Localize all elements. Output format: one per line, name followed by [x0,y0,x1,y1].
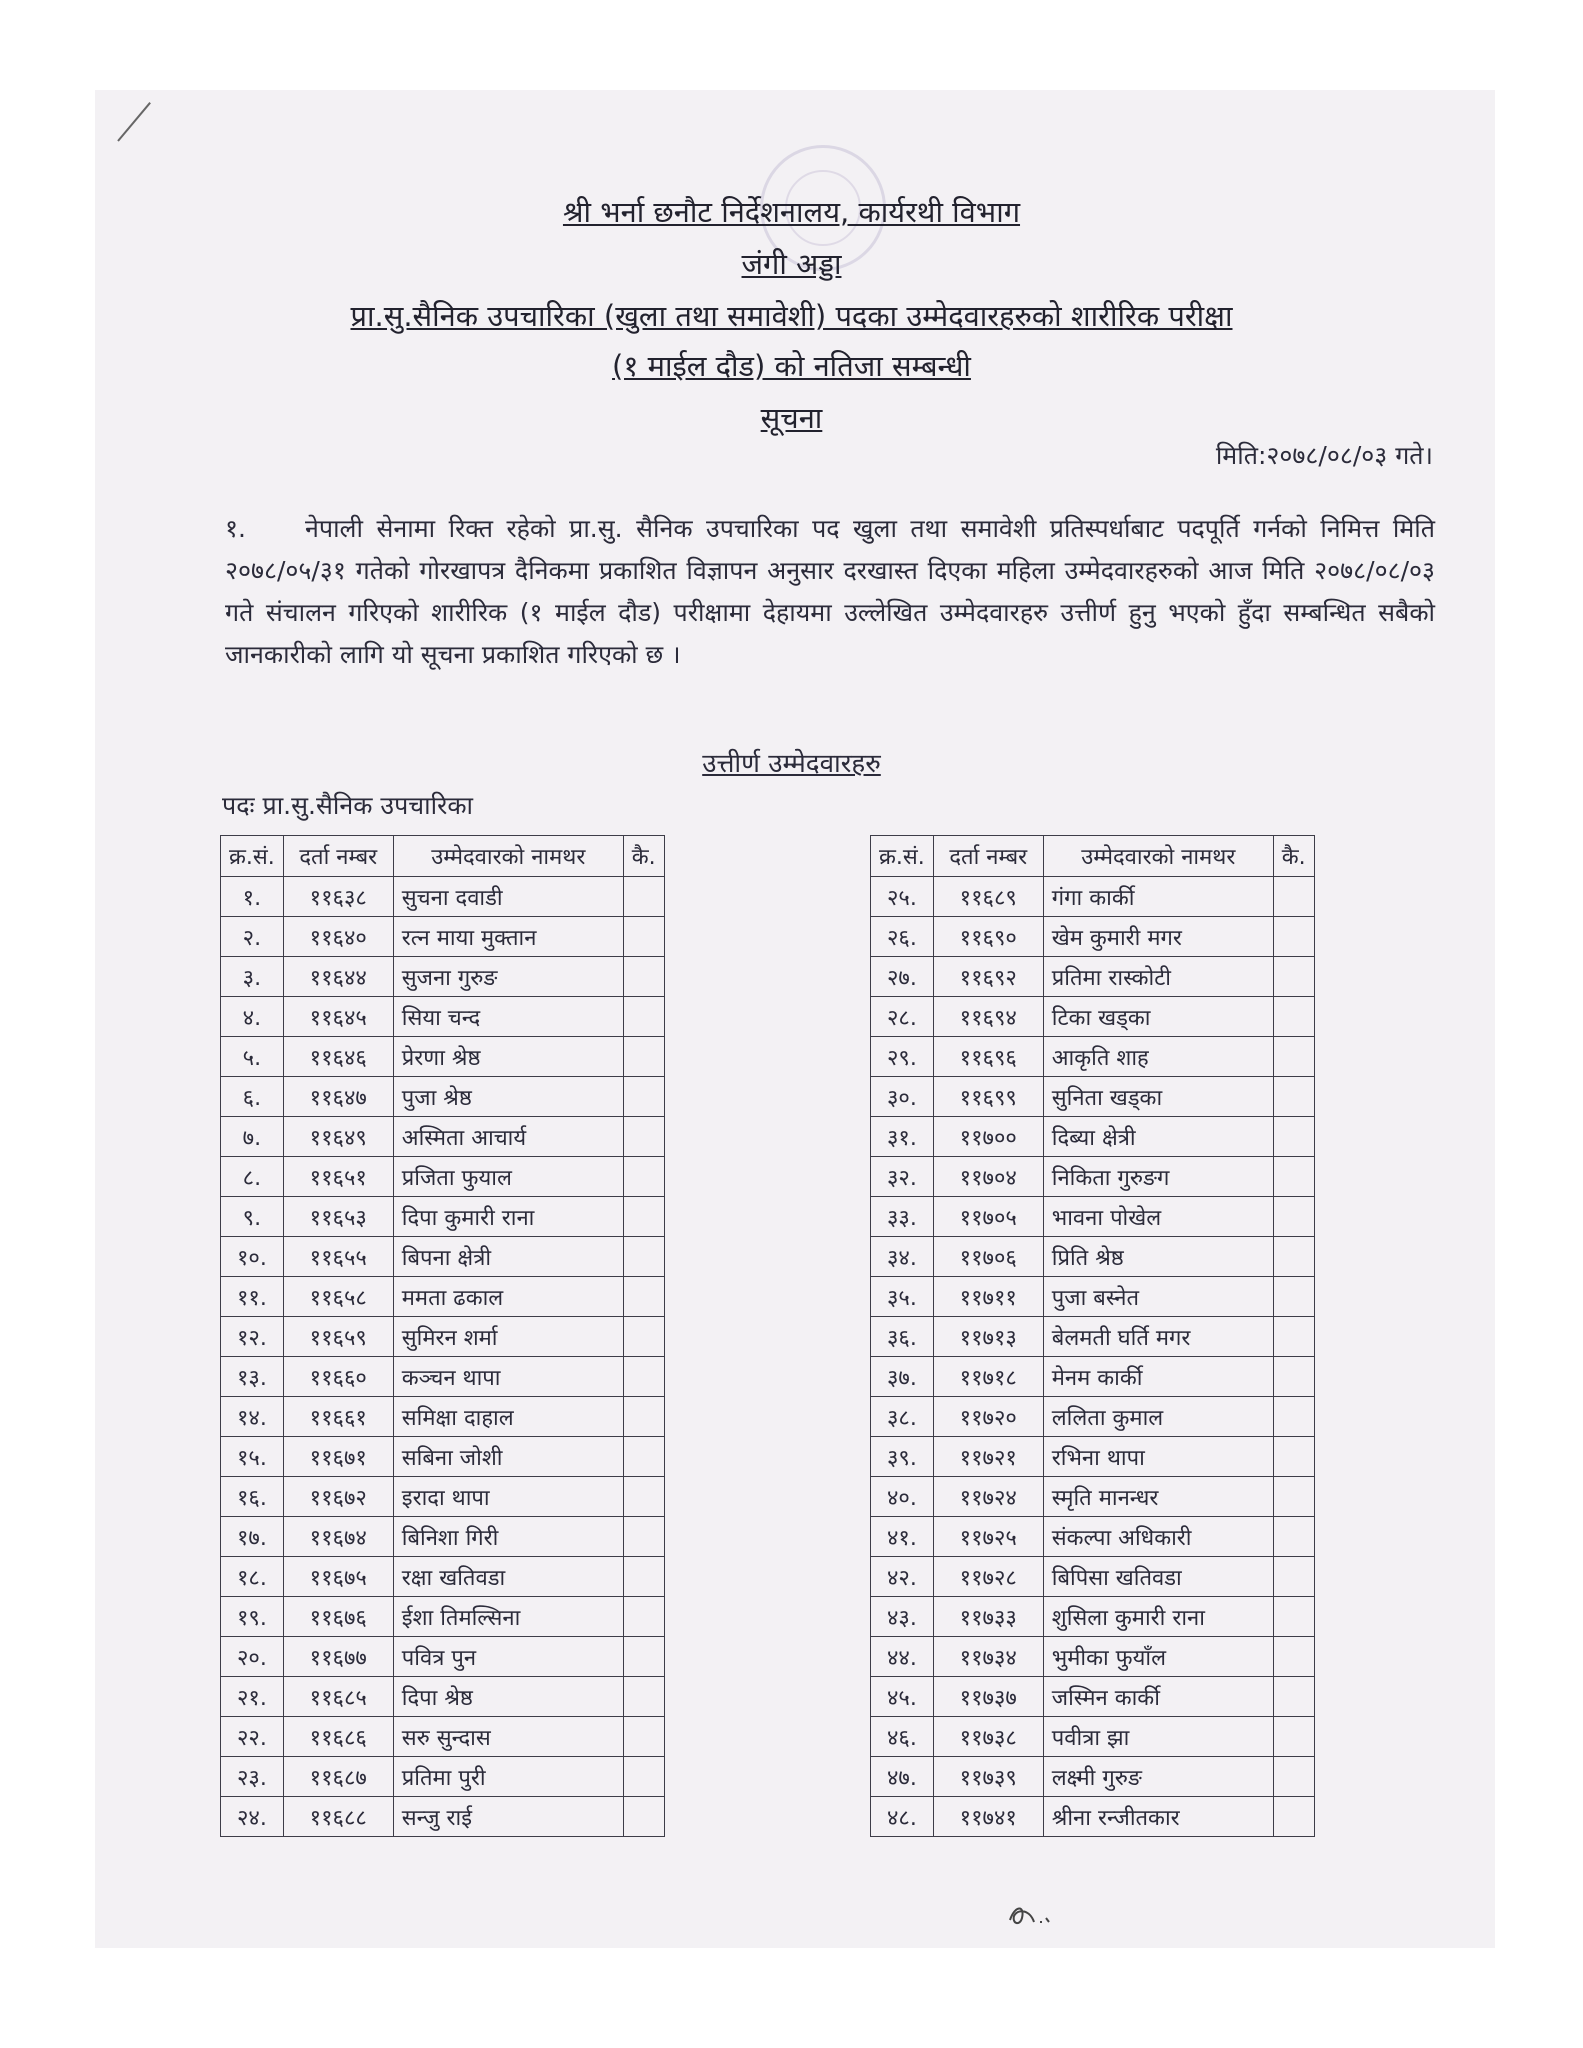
serial-cell: ४४. [871,1637,934,1677]
table-row [871,1117,1315,1157]
remarks-cell [623,1477,664,1517]
remarks-cell [1273,1517,1314,1557]
remarks-cell [1273,997,1314,1037]
table-row [871,1717,1315,1757]
registration-cell: ११७३३ [933,1597,1043,1637]
serial-cell: ३२. [871,1157,934,1197]
remarks-cell [1273,1077,1314,1117]
serial-cell: २. [221,917,284,957]
table-row [221,1277,665,1317]
candidate-name-cell: प्रतिमा पुरी [393,1757,623,1797]
table-row [221,1237,665,1277]
remarks-cell [623,1317,664,1357]
serial-cell: ३०. [871,1077,934,1117]
table-row [871,1277,1315,1317]
remarks-cell [623,1677,664,1717]
serial-cell: ३१. [871,1117,934,1157]
header-candidate-name: उम्मेदवारको नामथर [393,836,623,877]
table-row [871,1637,1315,1677]
serial-cell: १२. [221,1317,284,1357]
serial-cell: २७. [871,957,934,997]
candidate-name-cell: ललिता कुमाल [1043,1397,1273,1437]
registration-cell: ११६४७ [283,1077,393,1117]
registration-cell: ११६९६ [933,1037,1043,1077]
table-header-row [221,836,665,877]
table-row [221,1117,665,1157]
remarks-cell [1273,1637,1314,1677]
serial-cell: २९. [871,1037,934,1077]
serial-cell: १६. [221,1477,284,1517]
header-remarks: कै. [1273,836,1314,877]
candidate-name-cell: समिक्षा दाहाल [393,1397,623,1437]
registration-cell: ११७२१ [933,1437,1043,1477]
registration-cell: ११६८९ [933,877,1043,917]
remarks-cell [1273,1317,1314,1357]
serial-cell: ३. [221,957,284,997]
table-row [221,957,665,997]
registration-cell: ११६५३ [283,1197,393,1237]
registration-cell: ११६८६ [283,1717,393,1757]
serial-cell: १३. [221,1357,284,1397]
serial-cell: ३८. [871,1397,934,1437]
registration-cell: ११६९४ [933,997,1043,1037]
table-row [221,1037,665,1077]
header-title-cont: (१ माईल दौड) को नतिजा सम्बन्धी [612,349,971,383]
table-row [221,1317,665,1357]
candidate-name-cell: दिपा श्रेष्ठ [393,1677,623,1717]
table-row [871,1477,1315,1517]
registration-cell: ११७२५ [933,1517,1043,1557]
candidate-name-cell: सन्जु राई [393,1797,623,1837]
candidate-name-cell: पवित्र पुन [393,1637,623,1677]
table-row [871,1237,1315,1277]
candidate-name-cell: भुमीका फुयाँल [1043,1637,1273,1677]
registration-cell: ११७१८ [933,1357,1043,1397]
remarks-cell [623,1757,664,1797]
remarks-cell [1273,1597,1314,1637]
candidate-name-cell: बिपना क्षेत्री [393,1237,623,1277]
remarks-cell [623,1037,664,1077]
candidate-name-cell: आकृति शाह [1043,1037,1273,1077]
candidate-name-cell: सुनिता खड्का [1043,1077,1273,1117]
serial-cell: ४०. [871,1477,934,1517]
candidate-name-cell: बिनिशा गिरी [393,1517,623,1557]
table-row [871,1557,1315,1597]
candidate-name-cell: कञ्चन थापा [393,1357,623,1397]
registration-cell: ११७१३ [933,1317,1043,1357]
table-row [871,1357,1315,1397]
candidate-name-cell: निकिता गुरुङग [1043,1157,1273,1197]
results-table-right [870,835,1315,1837]
registration-cell: ११६९२ [933,957,1043,997]
serial-cell: १७. [221,1517,284,1557]
table-row [871,957,1315,997]
serial-cell: ३७. [871,1357,934,1397]
serial-cell: २३. [221,1757,284,1797]
serial-cell: ६. [221,1077,284,1117]
remarks-cell [623,957,664,997]
table-row [221,1077,665,1117]
candidate-name-cell: सुजना गुरुङ [393,957,623,997]
candidate-name-cell: संकल्पा अधिकारी [1043,1517,1273,1557]
serial-cell: ३९. [871,1437,934,1477]
header-remarks: कै. [623,836,664,877]
table-row [221,1477,665,1517]
notice-paragraph [225,508,1435,676]
candidate-name-cell: भावना पोखेल [1043,1197,1273,1237]
table-row [221,1557,665,1597]
serial-cell: २६. [871,917,934,957]
remarks-cell [1273,1037,1314,1077]
serial-cell: ४२. [871,1557,934,1597]
serial-cell: २४. [221,1797,284,1837]
candidate-name-cell: सुचना दवाडी [393,877,623,917]
serial-cell: २०. [221,1637,284,1677]
remarks-cell [1273,1677,1314,1717]
registration-cell: ११६७६ [283,1597,393,1637]
table-row [221,1437,665,1477]
serial-cell: २५. [871,877,934,917]
candidate-name-cell: इरादा थापा [393,1477,623,1517]
serial-cell: ४३. [871,1597,934,1637]
serial-cell: ३४. [871,1237,934,1277]
header-office: श्री भर्ना छनौट निर्देशनालय, कार्यरथी विभाग [562,195,1021,229]
serial-cell: १९. [221,1597,284,1637]
candidate-name-cell: पुजा श्रेष्ठ [393,1077,623,1117]
registration-cell: ११७३९ [933,1757,1043,1797]
table-row [221,1397,665,1437]
registration-cell: ११६४६ [283,1037,393,1077]
signature-mark [1000,1900,1080,1930]
serial-cell: ३३. [871,1197,934,1237]
candidate-name-cell: दिपा कुमारी राना [393,1197,623,1237]
serial-cell: २१. [221,1677,284,1717]
serial-cell: ३६. [871,1317,934,1357]
remarks-cell [623,1357,664,1397]
remarks-cell [1273,1157,1314,1197]
registration-cell: ११६४४ [283,957,393,997]
registration-cell: ११६४९ [283,1117,393,1157]
remarks-cell [1273,877,1314,917]
candidate-name-cell: मेनम कार्की [1043,1357,1273,1397]
table-row [221,1197,665,1237]
candidate-name-cell: अस्मिता आचार्य [393,1117,623,1157]
remarks-cell [1273,1717,1314,1757]
remarks-cell [623,1157,664,1197]
serial-cell: ४५. [871,1677,934,1717]
remarks-cell [1273,1757,1314,1797]
table-row [871,1157,1315,1197]
serial-cell: ४७. [871,1757,934,1797]
serial-cell: १०. [221,1237,284,1277]
table-row [871,877,1315,917]
serial-cell: ९. [221,1197,284,1237]
remarks-cell [1273,1437,1314,1477]
registration-cell: ११७२४ [933,1477,1043,1517]
registration-cell: ११६९९ [933,1077,1043,1117]
remarks-cell [1273,1397,1314,1437]
candidate-name-cell: श्रीना रन्जीतकार [1043,1797,1273,1837]
table-row [221,1517,665,1557]
remarks-cell [623,917,664,957]
remarks-cell [1273,1357,1314,1397]
remarks-cell [623,1557,664,1597]
remarks-cell [1273,917,1314,957]
remarks-cell [1273,1797,1314,1837]
registration-cell: ११७३८ [933,1717,1043,1757]
remarks-cell [623,1597,664,1637]
candidate-name-cell: प्रिति श्रेष्ठ [1043,1237,1273,1277]
post-label: पदः प्रा.सु.सैनिक उपचारिका [222,791,473,820]
remarks-cell [1273,1277,1314,1317]
registration-cell: ११६५५ [283,1237,393,1277]
candidate-name-cell: रभिना थापा [1043,1437,1273,1477]
registration-cell: ११६५९ [283,1317,393,1357]
registration-cell: ११६४५ [283,997,393,1037]
remarks-cell [623,1197,664,1237]
candidate-name-cell: स्मृति मानन्धर [1043,1477,1273,1517]
table-row [221,1357,665,1397]
table-row [221,1637,665,1677]
header-registration: दर्ता नम्बर [933,836,1043,877]
remarks-cell [623,877,664,917]
remarks-cell [623,1437,664,1477]
registration-cell: ११६८५ [283,1677,393,1717]
table-row [871,1677,1315,1717]
candidate-name-cell: सबिना जोशी [393,1437,623,1477]
registration-cell: ११६८८ [283,1797,393,1837]
serial-cell: ५. [221,1037,284,1077]
table-row [221,1797,665,1837]
table-row [871,1517,1315,1557]
candidate-name-cell: दिब्या क्षेत्री [1043,1117,1273,1157]
remarks-cell [623,1517,664,1557]
remarks-cell [623,1397,664,1437]
remarks-cell [1273,1117,1314,1157]
serial-cell: ४१. [871,1517,934,1557]
remarks-cell [623,1117,664,1157]
registration-cell: ११६९० [933,917,1043,957]
candidate-name-cell: ईशा तिमल्सिना [393,1597,623,1637]
table-row [871,1437,1315,1477]
table-row [871,1077,1315,1117]
candidate-name-cell: बेलमती घर्ति मगर [1043,1317,1273,1357]
registration-cell: ११७०० [933,1117,1043,1157]
registration-cell: ११६६१ [283,1397,393,1437]
table-row [221,1717,665,1757]
candidate-name-cell: प्रतिमा रास्कोटी [1043,957,1273,997]
table-row [871,1397,1315,1437]
remarks-cell [1273,1477,1314,1517]
serial-cell: ४. [221,997,284,1037]
remarks-cell [623,1077,664,1117]
registration-cell: ११७११ [933,1277,1043,1317]
remarks-cell [623,1797,664,1837]
header-office-sub: जंगी अड्डा [741,247,842,281]
candidate-name-cell: बिपिसा खतिवडा [1043,1557,1273,1597]
table-row [221,1157,665,1197]
candidate-name-cell: पवीत्रा झा [1043,1717,1273,1757]
registration-cell: ११६३८ [283,877,393,917]
remarks-cell [623,1237,664,1277]
table-row [871,1037,1315,1077]
table-row [221,1757,665,1797]
serial-cell: १४. [221,1397,284,1437]
candidate-name-cell: सिया चन्द [393,997,623,1037]
candidate-name-cell: खेम कुमारी मगर [1043,917,1273,957]
registration-cell: ११७०४ [933,1157,1043,1197]
remarks-cell [623,997,664,1037]
table-row [221,1677,665,1717]
table-row [871,1797,1315,1837]
registration-cell: ११६५८ [283,1277,393,1317]
serial-cell: ३५. [871,1277,934,1317]
table-row [871,1757,1315,1797]
registration-cell: ११६६० [283,1357,393,1397]
header-serial: क्र.सं. [221,836,284,877]
notice-heading: सूचना [760,401,823,435]
passed-candidates-heading: उत्तीर्ण उम्मेदवारहरु [702,749,881,779]
candidate-name-cell: प्रजिता फुयाल [393,1157,623,1197]
remarks-cell [1273,957,1314,997]
table-row [221,917,665,957]
table-row [871,1597,1315,1637]
table-row [871,1317,1315,1357]
serial-cell: ४६. [871,1717,934,1757]
candidate-name-cell: लक्ष्मी गुरुङ [1043,1757,1273,1797]
candidate-name-cell: टिका खड्का [1043,997,1273,1037]
serial-cell: १८. [221,1557,284,1597]
registration-cell: ११६७४ [283,1517,393,1557]
registration-cell: ११६७२ [283,1477,393,1517]
header-registration: दर्ता नम्बर [283,836,393,877]
serial-cell: ११. [221,1277,284,1317]
remarks-cell [623,1717,664,1757]
table-row [871,917,1315,957]
registration-cell: ११७४१ [933,1797,1043,1837]
table-row [221,997,665,1037]
serial-cell: १५. [221,1437,284,1477]
candidate-name-cell: प्रेरणा श्रेष्ठ [393,1037,623,1077]
registration-cell: ११६७५ [283,1557,393,1597]
header-candidate-name: उम्मेदवारको नामथर [1043,836,1273,877]
candidate-name-cell: रत्न माया मुक्तान [393,917,623,957]
serial-cell: २२. [221,1717,284,1757]
candidate-name-cell: शुसिला कुमारी राना [1043,1597,1273,1637]
table-row [871,1197,1315,1237]
remarks-cell [623,1637,664,1677]
remarks-cell [1273,1237,1314,1277]
remarks-cell [623,1277,664,1317]
candidate-name-cell: सरु सुन्दास [393,1717,623,1757]
paragraph-number: १. [225,514,246,543]
candidate-name-cell: ममता ढकाल [393,1277,623,1317]
table-row [221,1597,665,1637]
registration-cell: ११७३४ [933,1637,1043,1677]
results-table-left [220,835,665,1837]
serial-cell: १. [221,877,284,917]
registration-cell: ११७०६ [933,1237,1043,1277]
registration-cell: ११६८७ [283,1757,393,1797]
remarks-cell [1273,1197,1314,1237]
table-header-row [871,836,1315,877]
candidate-name-cell: रक्षा खतिवडा [393,1557,623,1597]
registration-cell: ११६७१ [283,1437,393,1477]
candidate-name-cell: गंगा कार्की [1043,877,1273,917]
registration-cell: ११७३७ [933,1677,1043,1717]
registration-cell: ११७०५ [933,1197,1043,1237]
notice-date: मिति:२०७८/०८/०३ गते। [1215,441,1433,470]
serial-cell: ४८. [871,1797,934,1837]
registration-cell: ११६४० [283,917,393,957]
table-row [221,877,665,917]
serial-cell: २८. [871,997,934,1037]
serial-cell: ८. [221,1157,284,1197]
candidate-name-cell: सुमिरन शर्मा [393,1317,623,1357]
registration-cell: ११६७७ [283,1637,393,1677]
remarks-cell [1273,1557,1314,1597]
table-row [871,997,1315,1037]
candidate-name-cell: जस्मिन कार्की [1043,1677,1273,1717]
header-serial: क्र.सं. [871,836,934,877]
registration-cell: ११७२८ [933,1557,1043,1597]
candidate-name-cell: पुजा बस्नेत [1043,1277,1273,1317]
header-title: प्रा.सु.सैनिक उपचारिका (खुला तथा समावेशी) पदका उम्मेदवारहरुको शारीरिक परीक्षा [350,299,1233,333]
paragraph-text: नेपाली सेनामा रिक्त रहेको प्रा.सु. सैनिक उपचारिका पद खुला तथा समावेशी प्रतिस्पर्धाबाट पदपूर्ति गर्नको निमित्त मिति २०७८/०५/३१ गतेको गोरखापत्र दैनिकमा प्रकाशित विज्ञापन अनुसार दरखास्त दिएका महिला उम्मेदवारहरुको आज मिति २०७८/०८/०३ गते संचालन गरिएको शारीरिक (१ माईल दौड) परीक्षामा देहायमा उल्लेखित उम्मेदवारहरु उत्तीर्ण हुनु भएको हुँदा सम्बन्धित सबैको जानकारीको लागि यो सूचना प्रकाशित गरिएको छ । [225,514,1435,669]
registration-cell: ११७२० [933,1397,1043,1437]
serial-cell: ७. [221,1117,284,1157]
registration-cell: ११६५१ [283,1157,393,1197]
